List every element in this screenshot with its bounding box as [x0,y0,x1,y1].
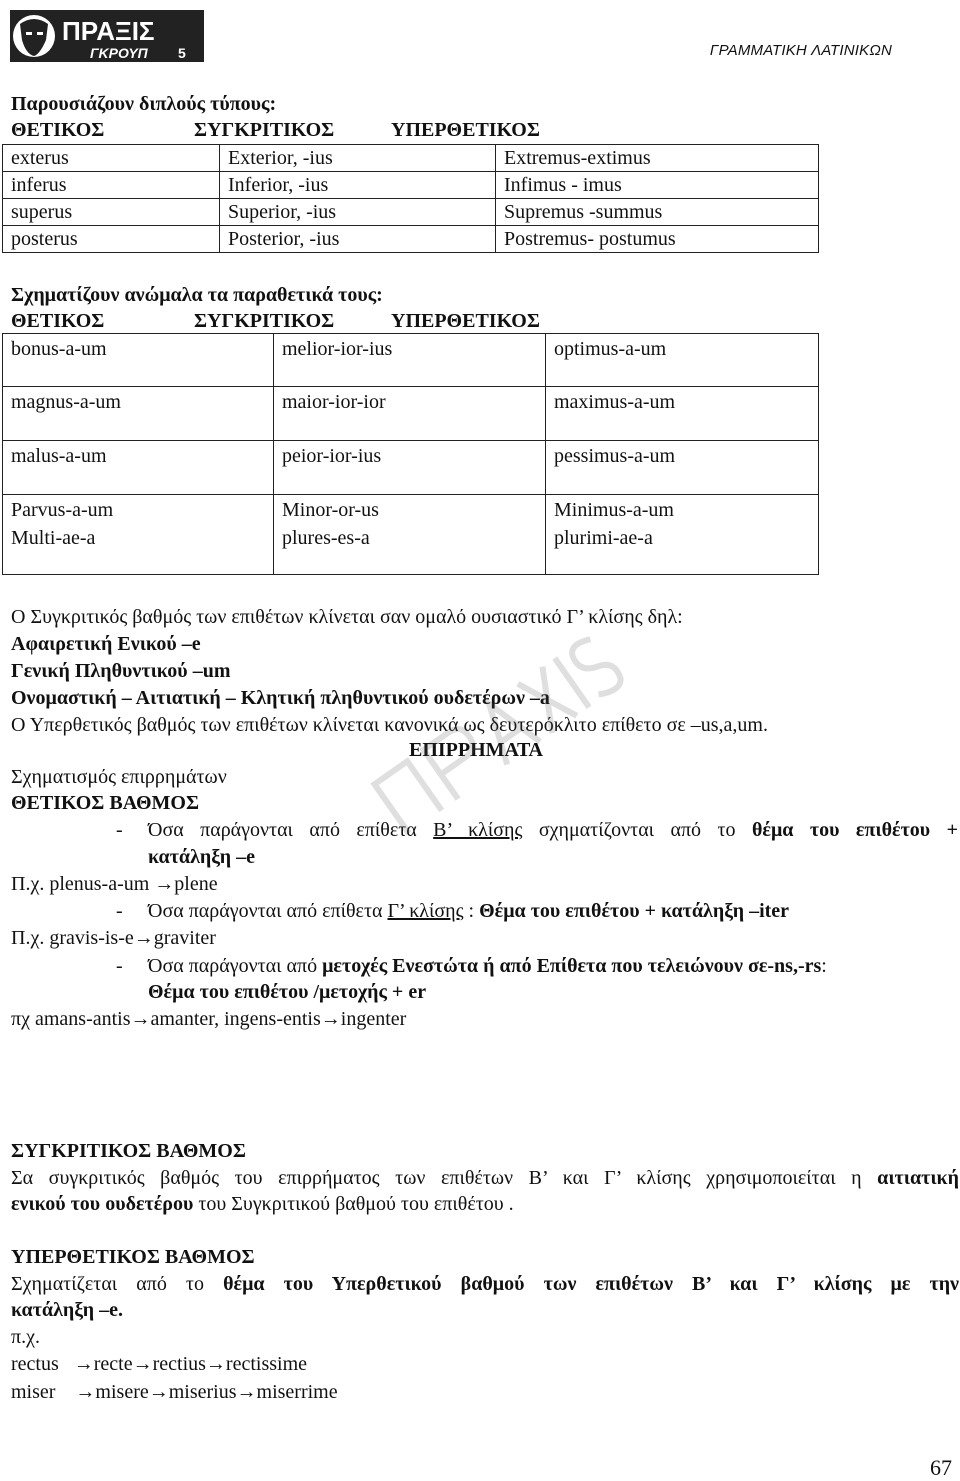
rule-text: : [821,955,827,977]
rule-text: Όσα παράγονται από επίθετα [148,900,388,922]
superlative-text-line1 [11,1272,959,1296]
body-text: του Συγκριτικού βαθμού του επιθέτου . [193,1193,514,1215]
table-row [3,199,819,226]
superlative-ending: κατάληξη –e. [11,1299,123,1321]
table-cell: exterus [3,145,220,172]
heading-comparative: ΣΥΓΚΡΙΤΙΚΟΣ [194,119,335,141]
cell-line: Minimus-a-um [554,499,674,521]
rule-text: σχηματίζονται από το [522,819,752,841]
rule-bold: μετοχές Ενεστώτα ή από Επίθετα που τελειώνουν σε-ns,-rs [322,955,822,977]
table-cell: maior-ior-ior [274,387,546,441]
heading-positive: ΘΕΤΙΚΟΣ [11,119,105,141]
rule-ending-e: κατάληξη –e [148,846,255,868]
table-cell [3,495,274,575]
table-cell: posterus [3,226,220,253]
example-rectus: rectus →recte→rectius→rectissime [11,1353,307,1375]
page-number: 67 [930,1455,952,1480]
rule-bold: θέμα του επιθέτου + [751,819,958,841]
note-genitive: Γενική Πληθυντικού –um [11,660,231,682]
table-cell: Supremus -summus [496,199,819,226]
table-row [3,226,819,253]
note-nominative: Ονομαστική – Αιτιατική – Κλητική πληθυντικού ουδετέρων –a [11,687,550,709]
adverbs-title: ΕΠΙΡΡΗΜΑΤΑ [409,739,543,761]
heading-positive: ΘΕΤΙΚΟΣ [11,310,105,332]
table-cell: pessimus-a-um [546,441,819,495]
praxis-logo [10,10,204,62]
body-bold: ενικού του ουδετέρου [11,1193,194,1215]
section2-headings [11,309,811,333]
table-row [3,495,819,575]
rule-text: Όσα παράγονται από επίθετα [148,819,434,841]
heading-superlative: ΥΠΕΡΘΕΤΙΚΟΣ [391,119,540,141]
positive-degree-title: ΘΕΤΙΚΟΣ ΒΑΘΜΟΣ [11,792,200,814]
praxis-watermark [330,620,650,860]
heading-superlative: ΥΠΕΡΘΕΤΙΚΟΣ [391,310,540,332]
note-superlative: Ο Υπερθετικός βαθμός των επιθέτων κλίνεται κανονικά ως δευτερόκλιτο επίθετο σε –us,a,um. [11,714,768,736]
table-row [3,172,819,199]
cell-line: plurimi-ae-a [554,527,653,549]
table-cell: magnus-a-um [3,387,274,441]
table-cell: Inferior, -ius [220,172,496,199]
table-row [3,334,819,387]
rule-participles [148,954,827,978]
section1-intro: Παρουσιάζουν διπλούς τύπους: [11,93,277,115]
svg-text:ΠΡΑΞΙΣ: ΠΡΑΞΙΣ [62,16,155,46]
body-text: Σχηματίζεται από το [11,1273,224,1295]
rule-text: Όσα παράγονται από [148,955,323,977]
table-cell: inferus [3,172,220,199]
svg-text:5: 5 [178,45,186,61]
table-row [3,441,819,495]
example-plenus: Π.χ. plenus-a-um →plene [11,873,218,895]
rule-bold: Θέμα του επιθέτου + κατάληξη –iter [479,900,790,922]
example-gravis: Π.χ. gravis-is-e→graviter [11,927,216,949]
table-row [3,145,819,172]
list-bullet: - [116,955,123,977]
note-comparative-declension: Ο Συγκριτικός βαθμός των επιθέτων κλίνεται σαν ομαλό ουσιαστικό Γ’ κλίσης δηλ: [11,606,683,628]
cell-line: plures-es-a [282,527,370,549]
cell-line: Multi-ae-a [11,527,96,549]
body-text: Σα συγκριτικός βαθμός του επιρρήματος των επιθέτων Β’ και Γ’ κλίσης χρησιμοποιείται η [11,1167,878,1189]
table-cell: optimus-a-um [546,334,819,387]
rule-text: : [463,900,480,922]
comparative-text-line1 [11,1166,959,1190]
rule-underlined: Β’ κλίσης [433,819,523,841]
table-cell: Infimus - imus [496,172,819,199]
double-forms-table [2,144,819,253]
table-cell: malus-a-um [3,441,274,495]
table-cell: Posterior, -ius [220,226,496,253]
table-cell: maximus-a-um [546,387,819,441]
rule-third-declension [148,899,789,923]
table-cell: bonus-a-um [3,334,274,387]
body-bold: αιτιατική [877,1167,959,1189]
example-label: π.χ. [11,1326,40,1348]
comparative-text-line2 [11,1192,514,1216]
table-cell: Superior, -ius [220,199,496,226]
table-cell: melior-ior-ius [274,334,546,387]
table-row [3,387,819,441]
table-cell [274,495,546,575]
list-bullet: - [116,900,123,922]
table-cell [546,495,819,575]
example-amans: πχ amans-antis→amanter, ingens-entis→ingenter [11,1008,407,1030]
section1-headings [11,118,811,142]
rule-underlined: Γ’ κλίσης [387,900,464,922]
cell-line: Parvus-a-um [11,499,114,521]
table-cell: peior-ior-ius [274,441,546,495]
svg-text:ΓΚΡΟΥΠ: ΓΚΡΟΥΠ [90,45,148,61]
rule-stem-er: Θέμα του επιθέτου /μετοχής + er [148,981,427,1003]
superlative-degree-title: ΥΠΕΡΘΕΤΙΚΟΣ ΒΑΘΜΟΣ [11,1246,255,1268]
example-miser: miser →misere→miserius→miserrime [11,1381,338,1403]
table-cell: superus [3,199,220,226]
table-cell: Extremus-extimus [496,145,819,172]
table-cell: Postremus- postumus [496,226,819,253]
comparative-degree-title: ΣΥΓΚΡΙΤΙΚΟΣ ΒΑΘΜΟΣ [11,1140,246,1162]
table-cell: Exterior, -ius [220,145,496,172]
note-ablative: Αφαιρετική Ενικού –e [11,633,201,655]
heading-comparative: ΣΥΓΚΡΙΤΙΚΟΣ [194,310,335,332]
document-header-title: ΓΡΑΜΜΑΤΙΚΗ ΛΑΤΙΝΙΚΩΝ [709,42,892,59]
adverb-formation: Σχηματισμός επιρρημάτων [11,766,227,788]
body-bold: θέμα του Υπερθετικού βαθμού των επιθέτων Β’ και Γ’ κλίσης με την [223,1273,959,1295]
section2-intro: Σχηματίζουν ανώμαλα τα παραθετικά τους: [11,284,383,306]
cell-line: Minor-or-us [282,499,379,521]
list-bullet: - [116,819,123,841]
irregular-degrees-table [2,333,819,575]
